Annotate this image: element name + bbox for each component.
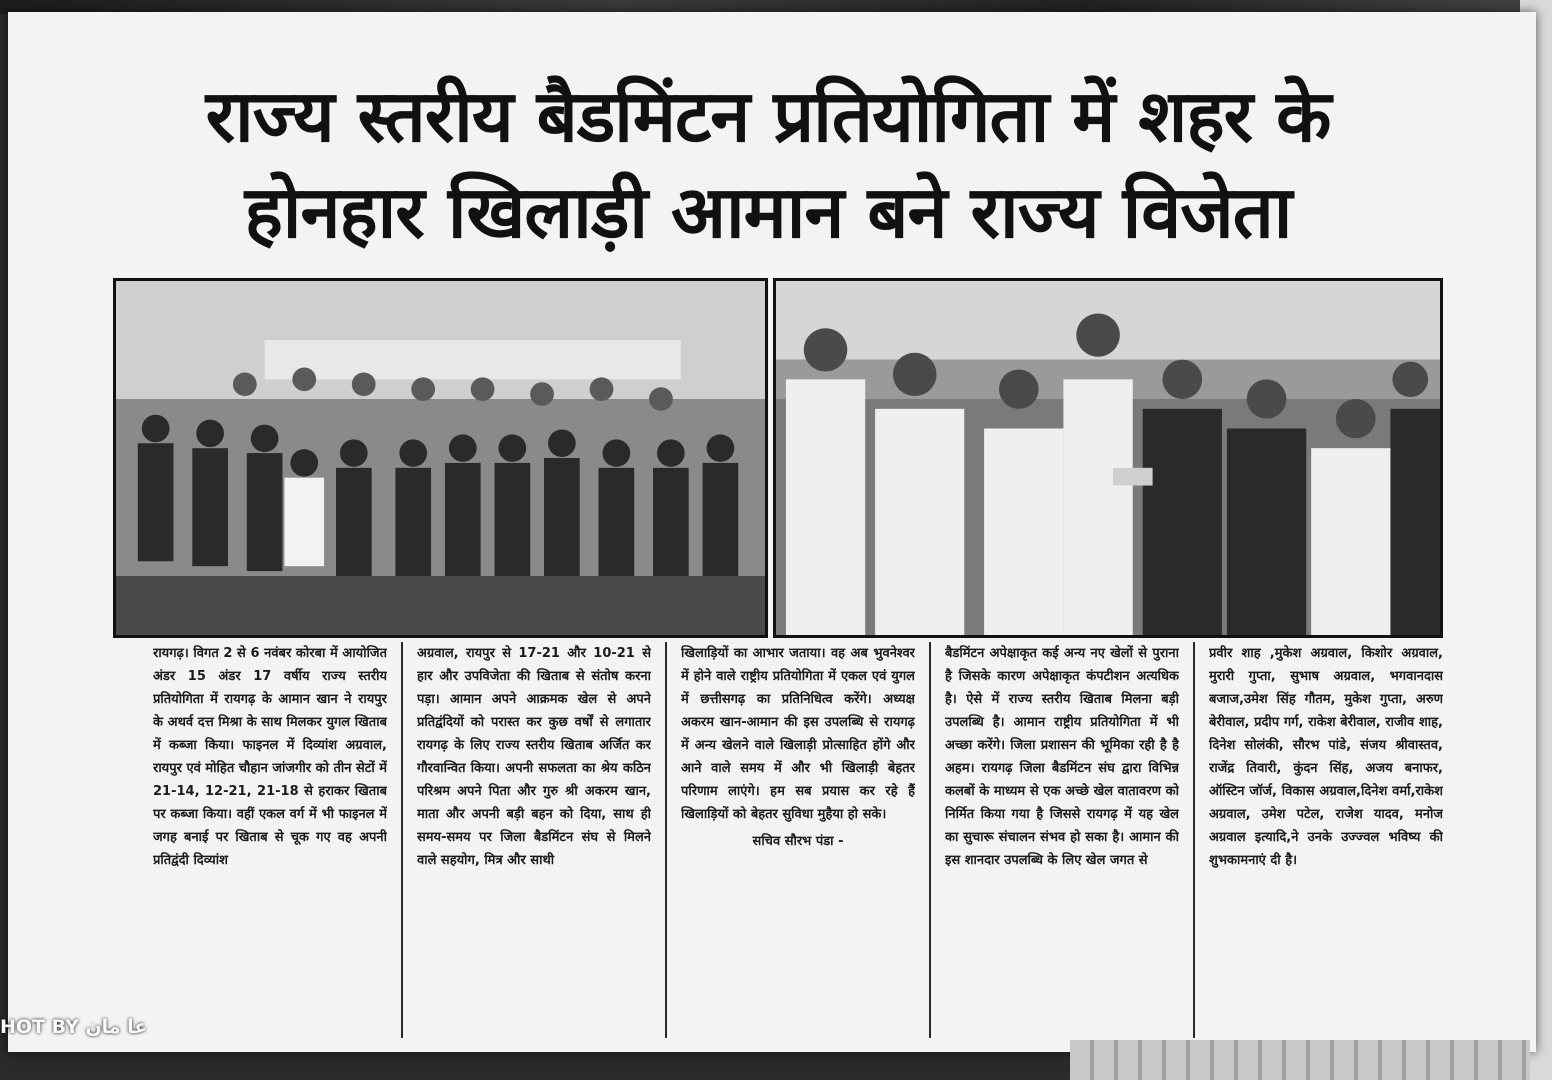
award-photo — [773, 278, 1443, 638]
column-3-text: खिलाड़ियों का आभार जताया। वह अब भुवनेश्वर में होने वाले राष्ट्रीय प्रतियोगिता में एकल एवं युगल में छत्तीसगढ़ का प्रतिनिधित्व करेंगे। अध्यक्ष अकरम खान-आमान की इस उपलब्धि से रायगढ़ में अन्य खेलने वाले खिलाड़ी प्रोत्साहित होंगे और आने वाले समय में और भी खिलाड़ी बेहतर परिणाम लाएंगे। हम सब प्रयास कर रहे हैं खिलाड़ियों को बेहतर सुविधा मुहैया हो सके। — [681, 646, 915, 822]
column-1-text: विगत 2 से 6 नवंबर कोरबा में आयोजित अंडर 15 अंडर 17 वर्षीय राज्य स्तरीय प्रतियोगिता में रायगढ़ के आमान खान ने रायपुर के अथर्व दत्त मिश्रा के साथ मिलकर युगल खिताब में कब्जा किया। फाइनल में दिव्यांश अग्रवाल, रायपुर एवं मोहित चौहान जांजगीर को तीन सेटों में 21-14, 12-21, 21-18 से हराकर खिताब पर कब्जा किया। वहीं एकल वर्ग में भी फाइनल में जगह बनाई पर खिताब से चूक गए वह अपनी प्रतिद्वंदी दिव्यांश — [153, 646, 387, 868]
article-column-4 — [945, 642, 1179, 1038]
signature: सचिव सौरभ पंडा - — [752, 834, 844, 849]
headline-line-2: होनहार खिलाड़ी आमान बने राज्य विजेता — [244, 170, 1292, 254]
column-divider — [929, 642, 931, 1038]
headline — [48, 68, 1488, 260]
article-column-5 — [1209, 642, 1443, 1038]
column-divider — [665, 642, 667, 1038]
newspaper-clipping — [8, 12, 1536, 1052]
article-column-2 — [417, 642, 651, 1038]
column-divider — [1193, 642, 1195, 1038]
headline-line-1: राज्य स्तरीय बैडमिंटन प्रतियोगिता में शहर के — [205, 74, 1331, 158]
award-photo-image — [776, 281, 1440, 635]
group-photo-image — [116, 281, 765, 635]
article-body — [153, 642, 1443, 1038]
article-column-3 — [681, 642, 915, 1038]
adjacent-clipping-edge — [1070, 1040, 1530, 1080]
column-5-text: प्रवीर शाह ,मुकेश अग्रवाल, किशोर अग्रवाल, मुरारी गुप्ता, सुभाष अग्रवाल, भगवानदास बजाज,उमेश सिंह गौतम, मुकेश गुप्ता, अरुण बेरीवाल, प्रदीप गर्ग, राकेश बेरीवाल, राजीव शाह, दिनेश सोलंकी, सौरभ पांडे, संजय श्रीवास्तव, राजेंद्र तिवारी, कुंदन सिंह, अजय बनाफर, ऑस्टिन जॉर्ज, विकास अग्रवाल,दिनेश वर्मा,राकेश अग्रवाल, उमेश पटेल, राजेश यादव, मनोज अग्रवाल इत्यादि,ने उनके उज्ज्वल भविष्य की शुभकामनाएं दी है। — [1209, 646, 1443, 868]
column-divider — [401, 642, 403, 1038]
column-2-text: अग्रवाल, रायपुर से 17-21 और 10-21 से हार और उपविजेता की खिताब से संतोष करना पड़ा। आमान अपने आक्रमक खेल से अपने प्रतिद्वंदियों को परास्त कर कुछ वर्षों से लगातार रायगढ़ के लिए राज्य स्तरीय खिताब अर्जित कर गौरवान्वित किया। अपनी सफलता का श्रेय कठिन परिश्रम अपने पिता और गुरु श्री अकरम खान, माता और अपनी बड़ी बहन को दिया, साथ ही समय-समय पर जिला बैडमिंटन संघ से मिलने वाले सहयोग, मित्र और साथी — [417, 646, 651, 868]
dateline: रायगढ़। — [153, 646, 189, 661]
column-4-text: बैडमिंटन अपेक्षाकृत कई अन्य नए खेलों से पुराना है जिसके कारण अपेक्षाकृत कंपटीशन अत्यधिक है। ऐसे में राज्य स्तरीय खिताब मिलना बड़ी उपलब्धि है। आमान राष्ट्रीय प्रतियोगिता में भी अच्छा करेंगे। जिला प्रशासन की भूमिका रही है है अहम। रायगढ़ जिला बैडमिंटन संघ द्वारा विभिन्न कलबों के माध्यम से एक अच्छे खेल वातावरण को निर्मित किया गया है जिससे रायगढ़ में यह खेल का सुचारू संचालन संभव हो सका है। आमान की इस शानदार उपलब्धि के लिए खेल जगत से — [945, 646, 1179, 868]
photo-credit-watermark: HOT BY عا مان — [0, 1016, 148, 1038]
group-photo — [113, 278, 768, 638]
article-column-1 — [153, 642, 387, 1038]
